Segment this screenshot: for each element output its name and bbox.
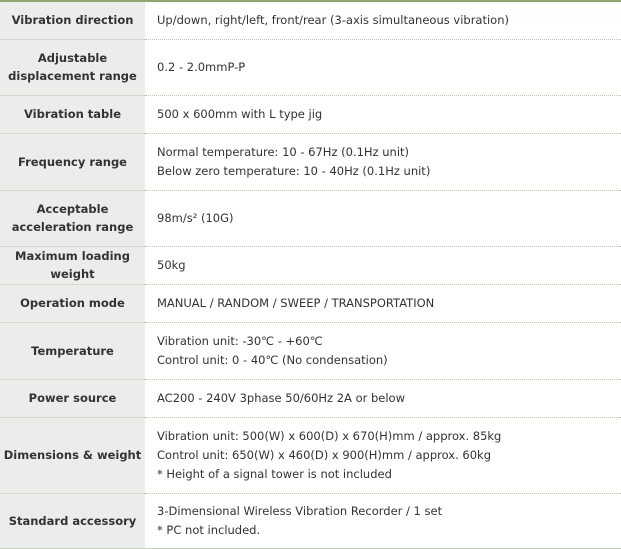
- spec-row-acceleration-range: [0, 190, 621, 246]
- spec-value: [145, 322, 621, 379]
- spec-label: Adjustable displacement range: [0, 39, 145, 95]
- spec-value: [145, 284, 621, 322]
- spec-value-line: * Height of a signal tower is not included: [157, 466, 392, 481]
- spec-value-line: MANUAL / RANDOM / SWEEP / TRANSPORTATION: [157, 295, 435, 310]
- spec-label: Vibration direction: [0, 1, 145, 39]
- spec-row-temperature: [0, 322, 621, 379]
- spec-value-line: 500 x 600mm with L type jig: [157, 106, 323, 121]
- spec-label: Temperature: [0, 322, 145, 379]
- spec-row-frequency-range: [0, 133, 621, 190]
- spec-label: Power source: [0, 379, 145, 417]
- spec-value-line: 98m/s² (10G): [157, 210, 234, 225]
- spec-value-line: Control unit: 650(W) x 460(D) x 900(H)mm / approx. 60kg: [157, 447, 492, 462]
- spec-value: [145, 246, 621, 284]
- spec-row-standard-accessory: [0, 493, 621, 548]
- spec-value-line: Normal temperature: 10 - 67Hz (0.1Hz unit): [157, 144, 410, 159]
- spec-row-displacement-range: [0, 39, 621, 95]
- spec-value: [145, 95, 621, 133]
- spec-row-vibration-direction: [0, 1, 621, 39]
- spec-value-line: 0.2 - 2.0mmP-P: [157, 59, 246, 74]
- spec-value-line: * PC not included.: [157, 522, 261, 537]
- spec-value-line: Below zero temperature: 10 - 40Hz (0.1Hz unit): [157, 163, 431, 178]
- spec-value-line: Control unit: 0 - 40℃ (No condensation): [157, 352, 388, 367]
- spec-label: Standard accessory: [0, 493, 145, 548]
- spec-label: Acceptable acceleration range: [0, 190, 145, 246]
- spec-row-loading-weight: [0, 246, 621, 284]
- spec-value: [145, 379, 621, 417]
- spec-row-vibration-table: [0, 95, 621, 133]
- spec-value-line: Vibration unit: 500(W) x 600(D) x 670(H)mm / approx. 85kg: [157, 428, 502, 443]
- spec-value-line: Vibration unit: -30℃ - +60℃: [157, 333, 323, 348]
- spec-value-line: AC200 - 240V 3phase 50/60Hz 2A or below: [157, 390, 406, 405]
- spec-value: [145, 1, 621, 39]
- spec-value: [145, 39, 621, 95]
- spec-value-line: 50kg: [157, 257, 186, 272]
- spec-value-line: Up/down, right/left, front/rear (3-axis simultaneous vibration): [157, 12, 509, 27]
- spec-row-power-source: [0, 379, 621, 417]
- spec-value: [145, 417, 621, 493]
- spec-value: [145, 493, 621, 548]
- spec-label: Dimensions & weight: [0, 417, 145, 493]
- spec-label: Maximum loading weight: [0, 246, 145, 284]
- spec-label: Operation mode: [0, 284, 145, 322]
- spec-row-dimensions-weight: [0, 417, 621, 493]
- spec-value-line: 3-Dimensional Wireless Vibration Recorder / 1 set: [157, 503, 443, 518]
- spec-label: Vibration table: [0, 95, 145, 133]
- spec-label: Frequency range: [0, 133, 145, 190]
- spec-row-operation-mode: [0, 284, 621, 322]
- spec-value: [145, 133, 621, 190]
- spec-value: [145, 190, 621, 246]
